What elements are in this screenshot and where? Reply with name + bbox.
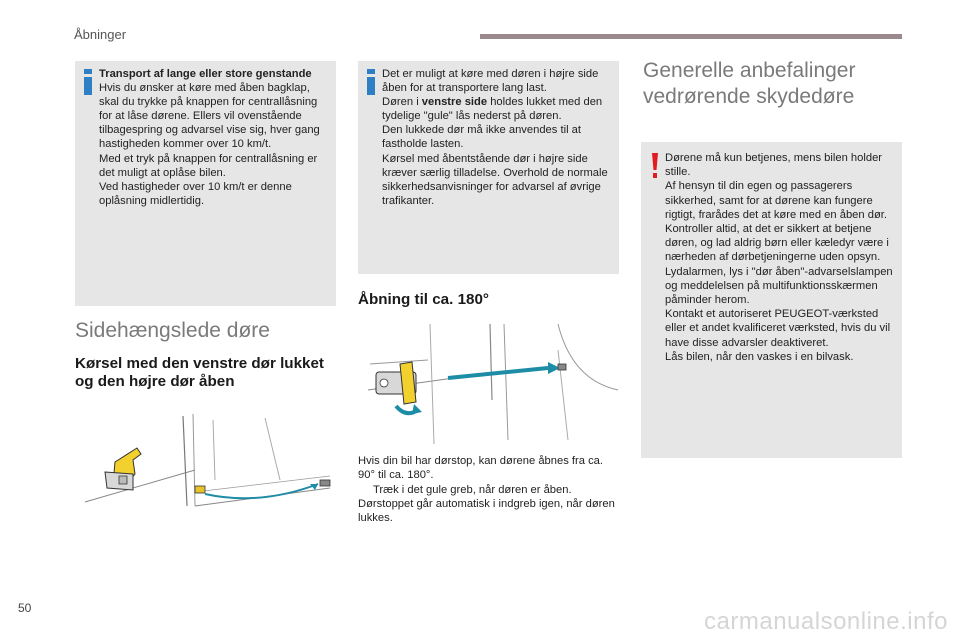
door-stop-illustration <box>358 320 619 446</box>
warning-icon <box>652 153 658 179</box>
info-box-line: Det er muligt at køre med døren i højre side åben for at transportere lang last. <box>382 68 599 95</box>
text-run-bold: venstre side <box>421 96 488 109</box>
chapter-title: Åbninger <box>74 27 127 42</box>
watermark: carmanualsonline.info <box>704 608 948 635</box>
warning-line: Kontroller altid, at det er sikkert at betjene døren, og lad aldrig børn eller kæledyr være i nærheden af dørbetjeningerne uden opsyn. <box>665 223 889 264</box>
page-number: 50 <box>18 601 32 615</box>
warning-box-sliding-doors <box>641 142 902 458</box>
section-title-side-doors: Sidehængslede døre <box>75 319 270 342</box>
opening-text: Hvis din bil har dørstop, kan dørene åbnes fra ca. 90° til ca. 180°. <box>358 455 603 482</box>
info-box-line <box>382 95 611 123</box>
section-subtitle-side-doors: Kørsel med den venstre dør lukket og den højre dør åben <box>75 355 324 390</box>
info-icon <box>367 69 375 95</box>
info-icon <box>84 69 92 95</box>
text-run: holdes lukket med den tydelige "gule" lås nederst på døren. <box>382 96 603 123</box>
opening-text: Dørstoppet går automatisk i indgreb igen, når døren lukkes. <box>358 497 615 525</box>
warning-line: Af hensyn til din egen og passagerers sikkerhed, samt for at dørene kan fungere rigtigt, frarådes det at køre med en åben dør. <box>665 180 887 221</box>
warning-line: Lås bilen, når den vaskes i en bilvask. <box>665 350 854 363</box>
section-title-opening: Åbning til ca. 180° <box>358 291 489 308</box>
text-run: Døren i <box>382 96 422 109</box>
info-box-line: Med et tryk på knappen for centrallåsning er det muligt at oplåse bilen. <box>99 152 318 179</box>
opening-instructions <box>358 454 618 525</box>
door-lock-illustration <box>75 410 336 516</box>
section-title-recommendations: Generelle anbefalinger vedrørende skydedøre <box>643 59 856 108</box>
header-bar <box>480 34 902 39</box>
step-text: Træk i det gule greb, når døren er åben. <box>373 483 572 496</box>
warning-line: Kontakt et autoriseret PEUGEOT-værksted eller et andet kvalificeret værksted, hvis du vil have disse advarsler deaktiveret. <box>665 308 891 349</box>
info-box-title: Transport af lange eller store genstande <box>99 68 312 80</box>
opening-step <box>358 483 618 497</box>
warning-line: Dørene må kun betjenes, mens bilen holder stille. <box>665 152 883 179</box>
info-box-line: Ved hastigheder over 10 km/t er denne oplåsning midlertidig. <box>99 180 292 207</box>
info-box-line: Den lukkede dør må ikke anvendes til at fastholde lasten. <box>382 124 581 151</box>
info-box-line: Kørsel med åbentstående dør i højre side kræver særlig tilladelse. Overhold de normale sikkerhedsanvisninger for advarsel af øvrige trafikanter. <box>382 152 608 207</box>
warning-line: Lydalarmen, lys i "dør åben"-advarselslampen og meddelelsen på multifunktionsskærmen påminder herom. <box>665 265 893 307</box>
info-box-line: Hvis du ønsker at køre med åben bagklap, skal du trykke på knappen for centrallåsning for at låse dørene. Ellers vil ovenstående tilbagespring og advarsel vise sig, hver gang hastigheden kommer over 10 km/t. <box>99 82 320 151</box>
info-box-long-loads <box>75 61 336 306</box>
info-box-open-right-door <box>358 61 619 274</box>
